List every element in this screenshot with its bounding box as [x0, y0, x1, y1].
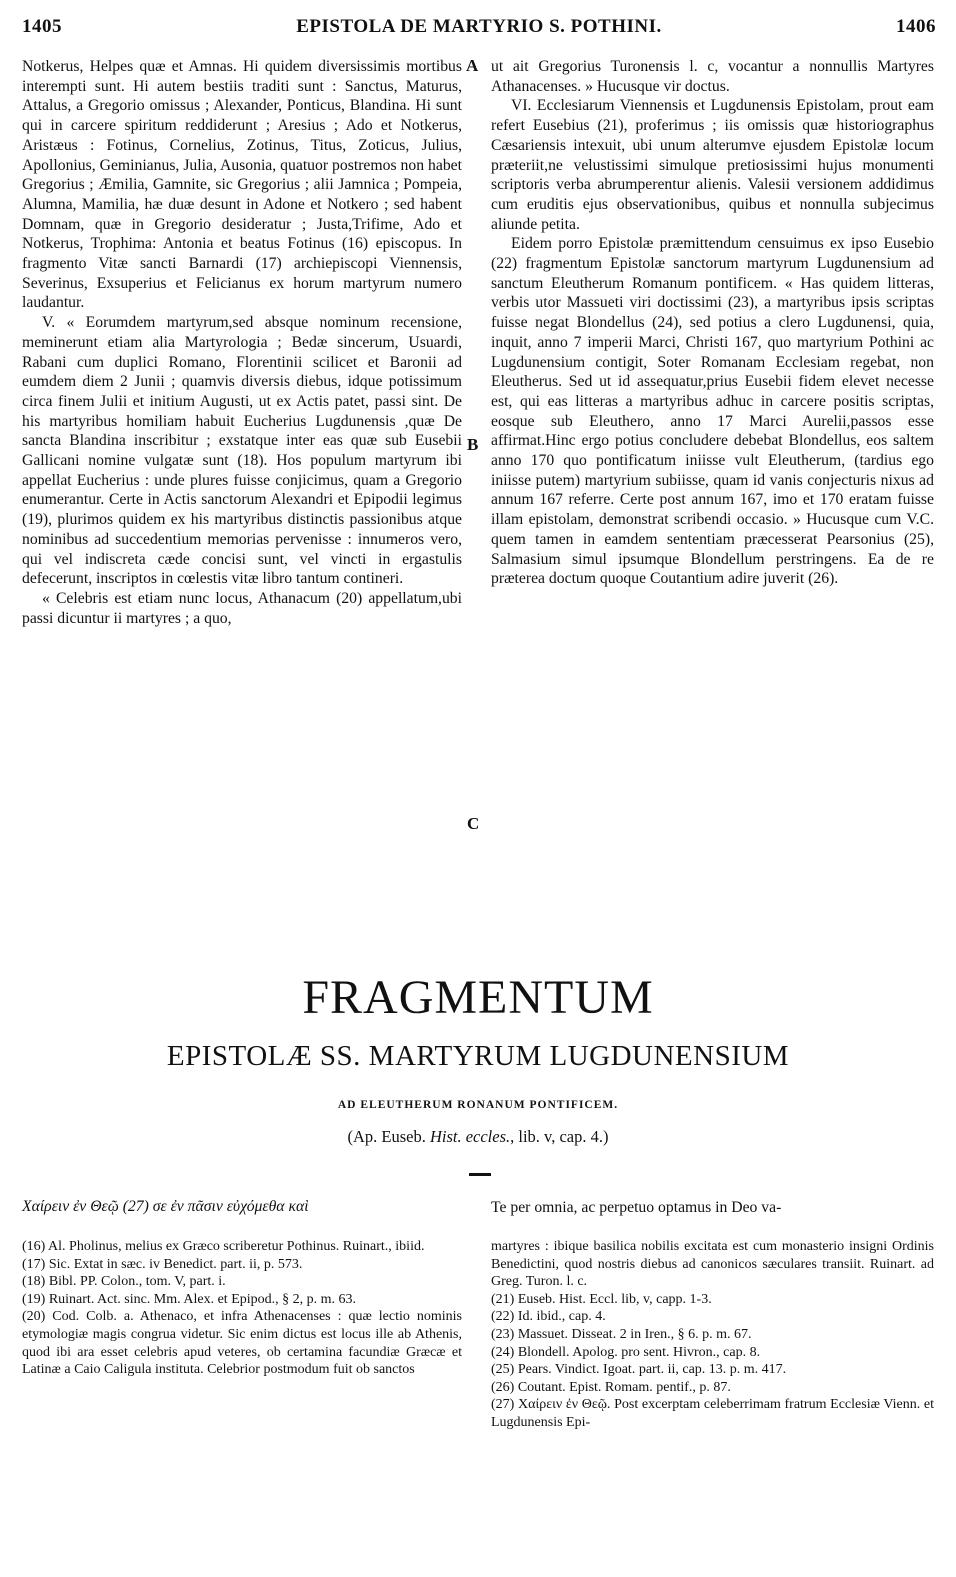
latin-text: Te per omnia, ac perpetuo optamus in Deo va-: [491, 1199, 782, 1216]
section-dedication: AD ELEUTHERUM RONANUM PONTIFICEM.: [337, 1099, 619, 1111]
footnote: (22) Id. ibid., cap. 4.: [491, 1309, 606, 1325]
left-paragraph-3: « Celebris est etiam nunc locus, Athanacum (20) appellatum,ubi passi dicuntur ii martyres ; a quo,: [22, 589, 462, 627]
footnote: (19) Ruinart. Act. sinc. Mm. Alex. et Epipod., § 2, p. m. 63.: [22, 1291, 357, 1307]
footnote: (18) Bibl. PP. Colon., tom. V, part. i.: [22, 1274, 226, 1290]
page-number-left: 1405: [22, 16, 62, 37]
right-column: [491, 57, 934, 589]
footnotes-right: [491, 1238, 934, 1432]
section-subtitle: EPISTOLÆ SS. MARTYRUM LUGDUNENSIUM: [166, 1040, 790, 1072]
section-title: FRAGMENTUM: [302, 971, 654, 1024]
section-source-citation: [0, 1127, 956, 1147]
footnote: (26) Coutant. Epist. Romam. pentif., p. 87.: [491, 1379, 731, 1395]
citation-work: Hist. eccles.: [429, 1127, 511, 1146]
right-paragraph-1: ut ait Gregorius Turonensis l. c, vocantur a nonnullis Martyres Athanacenses. » Hucusque vir doctus.: [491, 58, 934, 95]
footnote: (21) Euseb. Hist. Eccl. lib, v, capp. 1-3.: [491, 1291, 712, 1307]
footnote: martyres : ibique basilica nobilis excitata est cum monasterio insigni Ordinis Benedictini, quod nostris diebus ad canonicos sæculares transiit. Ruinart. ad Greg. Turon. l. c.: [491, 1239, 934, 1290]
running-title: EPISTOLA DE MARTYRIO S. POTHINI.: [296, 16, 662, 37]
footnote: (24) Blondell. Apolog. pro sent. Hivron., cap. 8.: [491, 1344, 761, 1360]
footnotes-left: [22, 1238, 462, 1379]
citation-suffix: , lib. v, cap. 4.): [510, 1127, 609, 1146]
running-header: [22, 16, 936, 44]
right-paragraph-3: Eidem porro Epistolæ præmittendum censuimus ex ipso Eusebio (22) fragmentum Epistolæ sanctorum martyrum Lugdunensium ad sanctum Eleutherum Romanum pontificem. « Has quidem litteras, verbis utor Massueti viri doctissimi (23), a martyribus ipsis scriptas fuisse negat Blondellus (24), sed potius a clero Lugdunensi, quia, inquit, anno 7 imperii Marci, Christi 167, quo martyrium Pothini ac Lugdunensium contigit, Soter Romanam Ecclesiam regebat, non Eleutherus. Sed ut id assequatur,prius Eusebii fidem elevet necesse est, qui eas litteras a martyribus adhuc in carcere positis scriptas, eosque sub Eleuthero, anno 17 Marci Aurelii,passos esse affirmat.Hinc ergo potius concludere debebat Blondellus, eos saltem anno 170 quo pontificatum iniisse vult Eleutherum, (tardius ego iniisse putem) martyrium subiisse, quam id vanis conjecturis nixus ad annum 167 referre. Certe post annum 167, imo et 170 eratam fuisse illam epistolam, demonstrat scribendi occasio. » Hucusque cum V.C. quem tamen in eamdem sententiam præcesserat Pearsonius (25), Salmasium simul ipsumque Blondellum perstringens. Ea de re præterea doctum quoque Coutantium adire juverit (26).: [491, 235, 934, 588]
section-rule: [469, 1173, 491, 1176]
footnote: (16) Al. Pholinus, melius ex Græco scriberetur Pothinus. Ruinart., ibiid.: [22, 1239, 425, 1254]
footnote: (27) Χαίρειν ἐν Θεῷ. Post excerptam celeberrimam fratrum Ecclesiæ Vienn. et Lugdunensis Epi-: [491, 1397, 934, 1430]
margin-letter-a: A: [466, 56, 479, 75]
footnote: (23) Massuet. Disseat. 2 in Iren., § 6. p. m. 67.: [491, 1326, 752, 1342]
left-paragraph-2: V. « Eorumdem martyrum,sed absque nominum recensione, meminerunt etiam alia Martyrologia ; Bedæ sincerum, Usuardi, Rabani cum duplici Romano, Florentinii scilicet et Baronii ad eumdem diem 2 Junii ; quamvis diversis diebus, idque potissimum circa finem Julii et initium Augusti, ut ex Actis patet, passi sint. De his martyribus homiliam habuit Eucherius Lugdunensis ,quæ De sancta Blandina inscribitur ; exstatque inter eas quæ sub Eusebii Gallicani nomine vulgatæ sunt (18). Hos populum martyrum ibi appellat Eucherius : unde plures fuisse conjicimus, quam a Gregorio enumerantur. Certe in Actis sanctorum Alexandri et Epipodii legimus (19), plurimos quidem ex his martyribus distinctis passionibus atque nominibus ad succedentium memorias pervenisse : innumeros vero, qui vel indiscreta cæde concisi sunt, vel vincti in ergastulis defecerunt, inscriptos in cœlestis vitæ libro tantum contineri.: [22, 314, 462, 588]
footnote: (20) Cod. Colb. a. Athenaco, et infra Athenacenses : quæ lectio nominis etymologiæ magis congrua videtur. Sic enim dictus est locus ille ab Athenis, quod ibi ara esset celebris apud veteres, ob certamina facundiæ Græcæ et Latinæ a Caio Caligula instituta. Celebrior postmodum fuit ob sanctos: [22, 1309, 462, 1378]
citation-prefix: (Ap. Euseb.: [347, 1127, 430, 1146]
footnote: (17) Sic. Extat in sæc. iv Benedict. part. ii, p. 573.: [22, 1256, 303, 1272]
left-column: [22, 57, 462, 628]
greek-text: Χαίρειν ἐν Θεῷ (27) σε ἐν πᾶσιν εὐχόμεθα καὶ: [22, 1198, 309, 1215]
margin-letter-b: B: [467, 435, 479, 454]
right-paragraph-2: VI. Ecclesiarum Viennensis et Lugdunensis Epistolam, prout eam refert Eusebius (21), proferimus ; iis omissis quæ historiographus Cæsariensis intexuit, ubi unum alterumve ejusdem Epistolæ locum præteriit,ne velustissimi simulque pretiosissimi hujus monumenti scriptoris verba abrumperentur alienis. Valesii versionem addidimus cum eruditis ejus observationibus, quibus et nonnulla subjecimus aliunde petita.: [491, 97, 934, 233]
footnote: (25) Pears. Vindict. Igoat. part. ii, cap. 13. p. m. 417.: [491, 1362, 787, 1378]
page-number-right: 1406: [896, 16, 936, 37]
left-paragraph-1: Notkerus, Helpes quæ et Amnas. Hi quidem diversissimis mortibus interempti sunt. Hi autem bestiis traditi sunt : Sanctus, Maturus, Attalus, a Gregorio omissus ; Alexander, Ponticus, Blandina. Hi sunt qui in carcere spiritum reddiderunt ; Aresius ; Ado et Notkerus, Aristæus : Fotinus, Cornelius, Zotinus, Titus, Zoticus, Julius, Apollonius, Geminianus, Julia, Ausonia, quatuor postremos non habet Gregorius ; Æmilia, Gamnite, sic Gregorius ; alii Jamnica ; Pompeia, Alumna, Mamilia, hæ duæ desunt in Adone et Notkero ; sed habent Domnam, quæ in Gregorio desideratur ; Justa,Trifime, Ado et Notkerus, Trophima: Antonia et beatus Fotinus (16) episcopus. In fragmento Vitæ sancti Barnardi (17) archiepiscopi Viennensis, Severinus, Exsuperius et Felicianus ex horum martyrum numero laudantur.: [22, 58, 462, 312]
margin-letter-c: C: [467, 814, 480, 833]
